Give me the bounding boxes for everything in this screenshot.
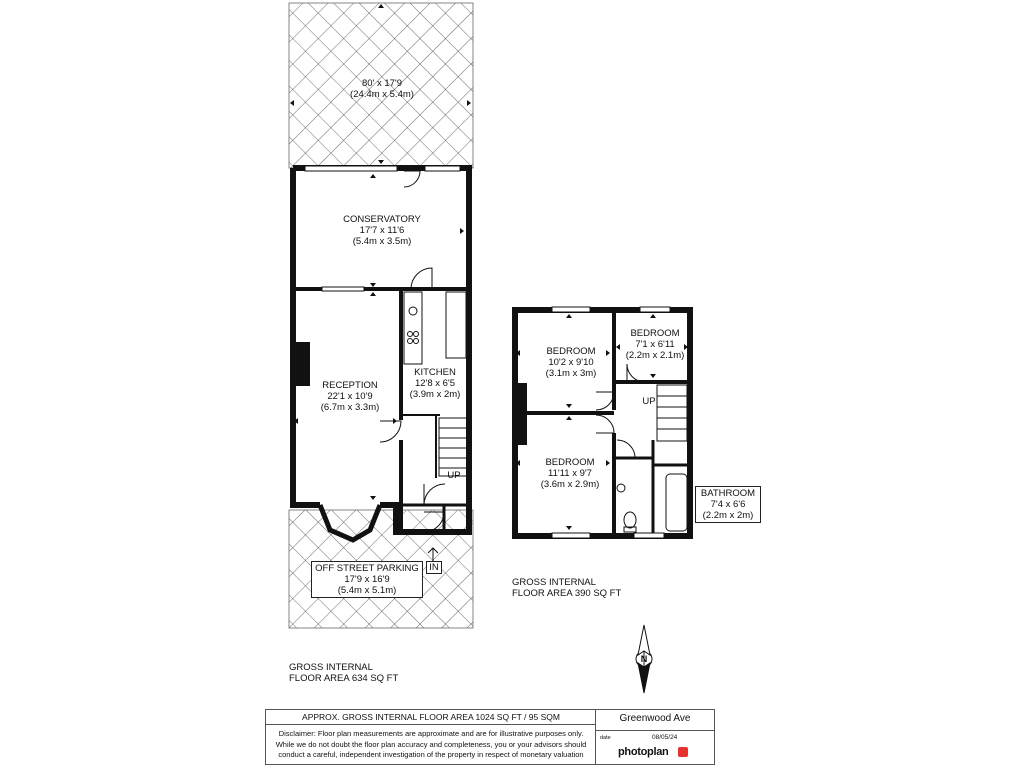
disclaimer-line-1: Disclaimer: Floor plan measurements are approximate and are for illustrative purposes only. — [278, 729, 584, 738]
reception-dims: 22'1 x 10'9 — [327, 391, 373, 402]
garden-label — [332, 78, 432, 100]
bedroom3-dims: 11'11 x 9'7 — [548, 468, 592, 479]
ground-up-text: UP — [447, 470, 461, 481]
reception-label — [300, 380, 400, 413]
first-up-text: UP — [642, 396, 656, 407]
entrance-text: IN — [429, 562, 439, 573]
first-up-label — [640, 396, 658, 407]
kitchen-label — [405, 367, 465, 400]
kitchen-dims: 12'8 x 6'5 — [414, 378, 456, 389]
reception-metric: (6.7m x 3.3m) — [320, 402, 380, 413]
kitchen-name: KITCHEN — [414, 367, 456, 378]
conservatory-label — [322, 214, 442, 247]
footer-side — [596, 710, 714, 764]
bedroom1-metric: (3.1m x 3m) — [545, 368, 597, 379]
bedroom1-label — [535, 346, 607, 379]
ground-floor-area — [289, 662, 398, 684]
conservatory-metric: (5.4m x 3.5m) — [352, 236, 412, 247]
parking-name: OFF STREET PARKING — [315, 563, 419, 574]
bedroom2-label — [622, 328, 688, 361]
bedroom3-metric: (3.6m x 2.9m) — [540, 479, 600, 490]
bedroom1-name: BEDROOM — [546, 346, 596, 357]
bedroom3-label — [530, 457, 610, 490]
bedroom3-name: BEDROOM — [545, 457, 595, 468]
parking-metric: (5.4m x 5.1m) — [337, 585, 397, 596]
ground-floor-area-line2: FLOOR AREA 634 SQ FT — [289, 673, 399, 684]
bedroom2-name: BEDROOM — [630, 328, 680, 339]
bathroom-name: BATHROOM — [700, 488, 756, 499]
first-floor-area — [512, 577, 621, 599]
footer-total-area: APPROX. GROSS INTERNAL FLOOR AREA 1024 SQ FT / 95 SQM — [266, 712, 596, 725]
bathroom-metric: (2.2m x 2m) — [702, 510, 754, 521]
parking-dims: 17'9 x 16'9 — [344, 574, 390, 585]
disclaimer-line-2: While we do not doubt the floor plan accuracy and completeness, you or your advisors should — [275, 739, 587, 749]
compass-north-label: N — [640, 654, 648, 664]
bedroom1-dims: 10'2 x 9'10 — [548, 357, 594, 368]
first-floor-area-line1: GROSS INTERNAL — [512, 577, 596, 588]
kitchen-metric: (3.9m x 2m) — [409, 389, 461, 400]
conservatory-dims: 17'7 x 11'6 — [359, 225, 405, 236]
property-address: Greenwood Ave — [596, 713, 714, 731]
photoplan-logo-icon — [678, 747, 688, 757]
footer-disclaimer — [270, 729, 592, 761]
conservatory-name: CONSERVATORY — [343, 214, 421, 225]
footer-panel — [265, 709, 715, 765]
disclaimer-line-3: conduct a careful, independent investigation of the property in respect of monetary valuation — [278, 750, 584, 759]
bathroom-dims: 7'4 x 6'6 — [710, 499, 746, 510]
parking-label — [311, 561, 423, 598]
first-stairs — [657, 385, 687, 441]
ground-stairs — [439, 418, 467, 476]
entrance-label — [426, 561, 442, 574]
footer-main — [266, 710, 596, 764]
garden-metric: (24.4m x 5.4m) — [350, 89, 414, 100]
date-label: date — [600, 735, 611, 741]
photoplan-logo: photoplan — [618, 746, 669, 758]
kitchen-units — [404, 292, 466, 364]
first-floor-area-line2: FLOOR AREA 390 SQ FT — [512, 588, 622, 599]
chimney-first-floor — [518, 383, 527, 445]
date-value: 08/05/24 — [652, 734, 678, 741]
ground-floor-area-line1: GROSS INTERNAL — [289, 662, 373, 673]
ground-up-label — [446, 470, 462, 481]
bathroom-label — [695, 486, 761, 523]
garden-dims: 80' x 17'9 — [361, 78, 403, 89]
bedroom2-dims: 7'1 x 6'11 — [635, 339, 675, 350]
bedroom2-metric: (2.2m x 2.1m) — [625, 350, 685, 361]
reception-name: RECEPTION — [322, 380, 378, 391]
